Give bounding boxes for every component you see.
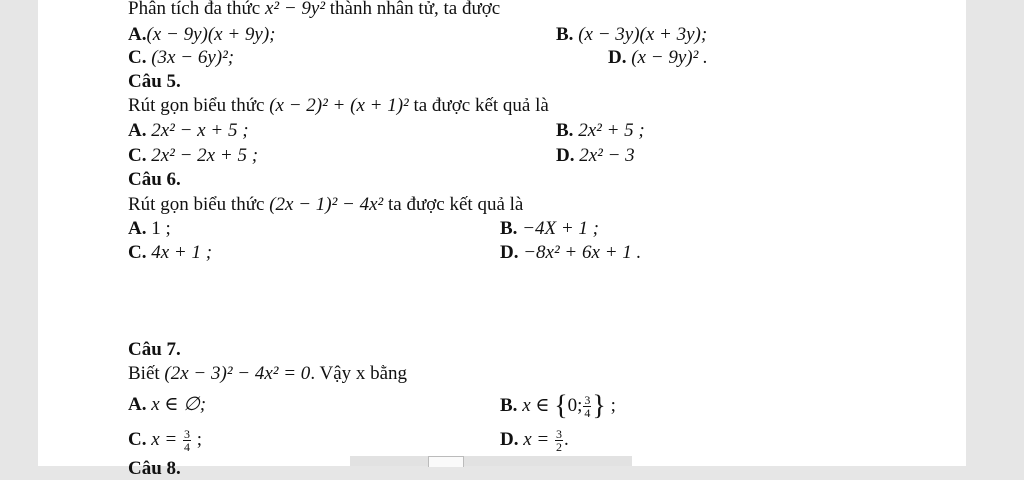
q7-option-c-fraction-num: 3 bbox=[184, 427, 190, 441]
q5-option-a bbox=[128, 120, 249, 142]
document-page bbox=[38, 0, 966, 466]
q7-option-c-fraction-den: 4 bbox=[184, 440, 190, 454]
q5-stem-expr: (x − 2)² + (x + 1)² bbox=[269, 95, 409, 116]
q7-option-b-lead: x ∈ bbox=[522, 394, 555, 416]
q4-option-c-label: C. bbox=[128, 47, 147, 68]
q7-stem-suffix: . Vậy x bằng bbox=[310, 363, 408, 384]
q6-stem-suffix: ta được kết quả là bbox=[383, 194, 524, 215]
q4-option-d-label: D. bbox=[608, 47, 627, 68]
q7-option-d-label: D. bbox=[500, 428, 519, 450]
q6-option-b bbox=[500, 218, 599, 240]
bottom-toolbar-button[interactable] bbox=[428, 456, 464, 467]
q4-stem-suffix: thành nhân tử, ta được bbox=[325, 0, 501, 19]
q4-option-a-expr: (x − 9y)(x + 9y); bbox=[146, 24, 276, 45]
q7-option-b-fraction bbox=[583, 394, 591, 419]
q5-stem bbox=[128, 95, 549, 117]
q5-option-c-expr: 2x² − 2x + 5 ; bbox=[151, 145, 259, 166]
q7-option-a-label: A. bbox=[128, 394, 147, 415]
q7-option-d-fraction bbox=[555, 428, 563, 453]
q7-option-c-tail: ; bbox=[192, 428, 203, 450]
q4-option-b-expr: (x − 3y)(x + 3y); bbox=[578, 24, 708, 45]
q5-heading: Câu 5. bbox=[128, 71, 181, 92]
q5-option-b-label: B. bbox=[556, 120, 574, 141]
q4-option-b-label: B. bbox=[556, 24, 574, 45]
q6-stem-expr: (2x − 1)² − 4x² bbox=[269, 194, 384, 215]
q6-option-d-label: D. bbox=[500, 242, 519, 263]
q7-option-b-fraction-num: 3 bbox=[584, 393, 591, 407]
q4-option-a bbox=[128, 24, 276, 46]
q6-option-a-label: A. bbox=[128, 218, 147, 239]
q5-option-b-expr: 2x² + 5 ; bbox=[578, 120, 645, 141]
q7-stem-expr: (2x − 3)² − 4x² = 0 bbox=[164, 363, 311, 384]
q7-option-b-brace-open: { bbox=[554, 390, 568, 422]
q7-option-a bbox=[128, 394, 206, 416]
q7-option-c-label: C. bbox=[128, 428, 147, 450]
q5-option-b bbox=[556, 120, 645, 142]
q4-stem-expr: x² − 9y² bbox=[264, 0, 326, 19]
q6-option-a bbox=[128, 218, 171, 240]
q7-option-c-fraction bbox=[183, 428, 191, 453]
q7-option-d-fraction-den: 2 bbox=[556, 440, 562, 454]
q4-option-c-expr: (3x − 6y)²; bbox=[151, 47, 235, 68]
q5-option-d-expr: 2x² − 3 bbox=[579, 145, 635, 166]
q7-option-c-lead: x = bbox=[151, 428, 182, 450]
q4-option-c bbox=[128, 47, 234, 69]
q7-option-d bbox=[500, 428, 569, 453]
q6-option-c-expr: 4x + 1 ; bbox=[151, 242, 213, 263]
q6-option-c bbox=[128, 242, 212, 264]
q4-stem bbox=[128, 0, 500, 20]
q5-option-d-label: D. bbox=[556, 145, 575, 166]
q7-stem-text: Biết bbox=[128, 363, 165, 384]
q7-option-b-tail: ; bbox=[605, 394, 616, 416]
q4-option-b bbox=[556, 24, 707, 46]
q6-option-b-expr: −4X + 1 ; bbox=[522, 218, 600, 239]
q7-option-b-brace-close: } bbox=[592, 390, 606, 422]
q6-stem-text: Rút gọn biểu thức bbox=[128, 194, 270, 215]
q7-heading: Câu 7. bbox=[128, 339, 181, 360]
q7-option-d-tail: . bbox=[564, 428, 569, 450]
q5-option-a-label: A. bbox=[128, 120, 147, 141]
q6-stem bbox=[128, 194, 523, 216]
q4-stem-text: Phân tích đa thức bbox=[128, 0, 265, 19]
q5-stem-suffix: ta được kết quả là bbox=[408, 95, 549, 116]
q5-option-c-label: C. bbox=[128, 145, 147, 166]
q6-option-d-expr: −8x² + 6x + 1 . bbox=[523, 242, 642, 263]
q6-option-d bbox=[500, 242, 641, 264]
q4-option-d bbox=[608, 47, 708, 69]
q6-heading: Câu 6. bbox=[128, 169, 181, 190]
q5-stem-text: Rút gọn biểu thức bbox=[128, 95, 270, 116]
q7-option-c bbox=[128, 428, 202, 453]
q7-option-d-fraction-num: 3 bbox=[556, 427, 562, 441]
bottom-toolbar bbox=[350, 456, 632, 466]
q4-option-a-label: A. bbox=[128, 24, 147, 45]
q7-option-d-lead: x = bbox=[523, 428, 554, 450]
q7-option-b-inner: 0; bbox=[567, 394, 583, 416]
q5-option-a-expr: 2x² − x + 5 ; bbox=[151, 120, 249, 141]
q4-option-d-expr: (x − 9y)² . bbox=[631, 47, 708, 68]
q7-stem bbox=[128, 363, 407, 385]
q5-option-d bbox=[556, 145, 635, 167]
q5-option-c bbox=[128, 145, 258, 167]
q6-option-b-label: B. bbox=[500, 218, 518, 239]
next-question-heading-partial: Câu 8. bbox=[128, 458, 181, 479]
q7-option-a-expr: x ∈ ∅; bbox=[151, 394, 207, 415]
q6-option-c-label: C. bbox=[128, 242, 147, 263]
q6-option-a-expr: 1 ; bbox=[151, 218, 171, 239]
q7-option-b-fraction-den: 4 bbox=[584, 406, 591, 420]
q7-option-b bbox=[500, 390, 616, 422]
q7-option-b-label: B. bbox=[500, 394, 518, 416]
